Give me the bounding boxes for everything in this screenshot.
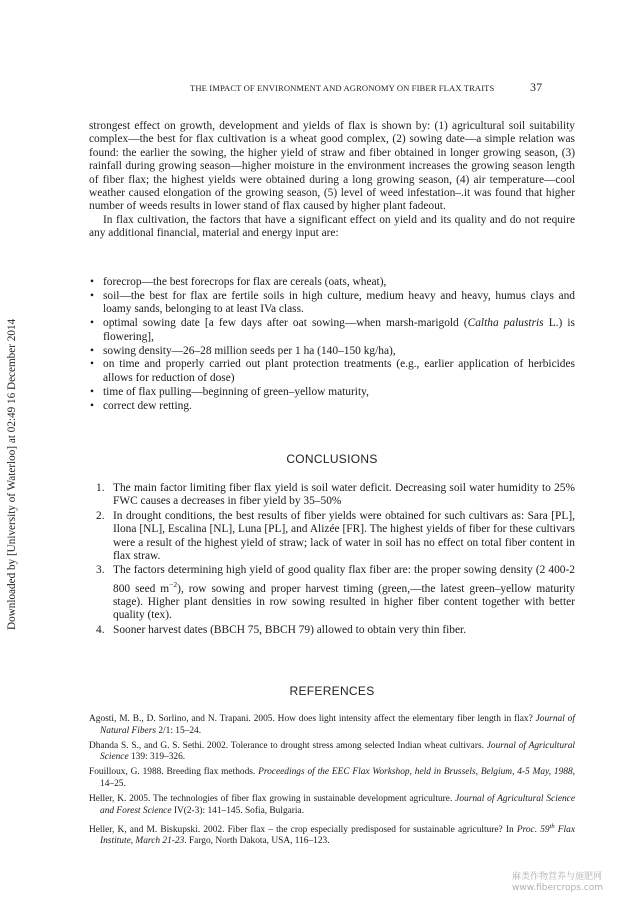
list-item: 4. Sooner harvest dates (BBCH 75, BBCH 79) allowed to obtain very thin fiber. [96, 623, 467, 636]
site-watermark [512, 872, 603, 894]
references-heading: REFERENCES [289, 684, 375, 698]
watermark-line-2: www.fibercrops.com [512, 883, 603, 893]
reference-item: Heller, K, and M. Biskupski. 2002. Fiber flax – the crop especially predisposed for sustainable agriculture? In Proc. 59th Flax Institute, March 21-23. Fargo, North Dakota, USA, 116–123. [89, 822, 575, 847]
conclusions-heading: CONCLUSIONS [286, 452, 378, 466]
list-item: 3. The factors determining high yield of good quality flax fiber are: the proper sowing density (2 400-2 800 seed $m^{-2}$), row sowing and proper harvest timing (green,—the latest green–yellow maturity stage). Higher plant densities in row sowing resulted in higher fiber content together with better quality (tex). [96, 564, 575, 622]
reference-item: Dhanda S. S., and G. S. Sethi. 2002. Tolerance to drought stress among selected Indian wheat cultivars. Journal of Agricultural Science 139: 319–326. [89, 740, 575, 763]
list-item: 2. In drought conditions, the best results of fiber yields were obtained for such cultivars as: Sara [PL], Ilona [NL], Escalina [NL], Luna [PL], and Alizée [FR]. The highest yields of fiber for these cultivars were a result of the highest yield of straw; lack of water in soil has no effect on total fiber content in flax straw. [96, 509, 575, 563]
list-item: • on time and properly carried out plant protection treatments (e.g., earlier application of herbicides allows for reduction of dose) [89, 358, 575, 385]
list-item: • sowing density—26–28 million seeds per 1 ha (140–150 kg/ha), [89, 345, 575, 358]
list-item: • correct dew retting. [89, 400, 575, 413]
body-text [89, 120, 575, 241]
conclusions-list [96, 482, 575, 638]
running-title: THE IMPACT OF ENVIRONMENT AND AGRONOMY ON FIBER FLAX TRAITS [190, 83, 495, 93]
references-list [89, 714, 575, 852]
factor-list [89, 276, 575, 414]
reference-item: Agosti, M. B., D. Sorlino, and N. Trapani. 2005. How does light intensity affect the elementary fiber length in flax? Journal of Natural Fibers 2/1: 15–24. [89, 714, 575, 736]
watermark-line-1: 麻类作物营养与施肥网 [512, 872, 603, 882]
page-number: 37 [530, 80, 543, 94]
list-item: • optimal sowing date [a few days after oat sowing—when marsh-marigold (Caltha palustris L.) is flowering], [89, 317, 575, 344]
list-item: • time of flax pulling—beginning of green–yellow maturity, [89, 386, 575, 399]
list-item: • forecrop—the best forecrops for flax are cereals (oats, wheat), [89, 276, 575, 289]
download-notice: Downloaded by [University of Waterloo] at 02:49 16 December 2014 [6, 318, 18, 630]
running-header [190, 80, 545, 94]
paragraph-1: strongest effect on growth, development and yields of flax is shown by: (1) agricultural soil suitability complex—the best for flax cultivation is a wheat good complex, (2) sowing date—a simple relation was found: the earlier the sowing, the higher yield of straw and fiber obtained in longer growing season, (3) rainfall during growing season—higher moisture in the environment increases the growing season length of fiber flax; the highest yields were obtained during a long growing season, (4) air temperature—cool weather caused elongation of the growing season, (5) level of weed infestation–.it was found that higher number of weeds results in lower stand of flax caused by higher plant fadeout. [89, 120, 575, 213]
paragraph-2: In flax cultivation, the factors that have a significant effect on yield and its quality and do not require any additional financial, material and energy input are: [89, 213, 575, 240]
reference-item: Fouilloux, G. 1988. Breeding flax methods. Proceedings of the EEC Flax Workshop, held in Brussels, Belgium, 4-5 May, 1988, 14–25. [89, 767, 575, 789]
list-item: 1. The main factor limiting fiber flax yield is soil water deficit. Decreasing soil water humidity to 25% FWC causes a decreases in fiber yield by 35–50% [96, 482, 575, 508]
list-item: • soil—the best for flax are fertile soils in high culture, medium heavy and heavy, humus clays and loamy sands, belonging to at least IVa class. [89, 290, 575, 317]
reference-item: Heller, K. 2005. The technologies of fiber flax growing in sustainable development agriculture. Journal of Agricultural Science and Forest Science IV(2-3): 141–145. Sofia, Bulgaria. [89, 794, 575, 816]
